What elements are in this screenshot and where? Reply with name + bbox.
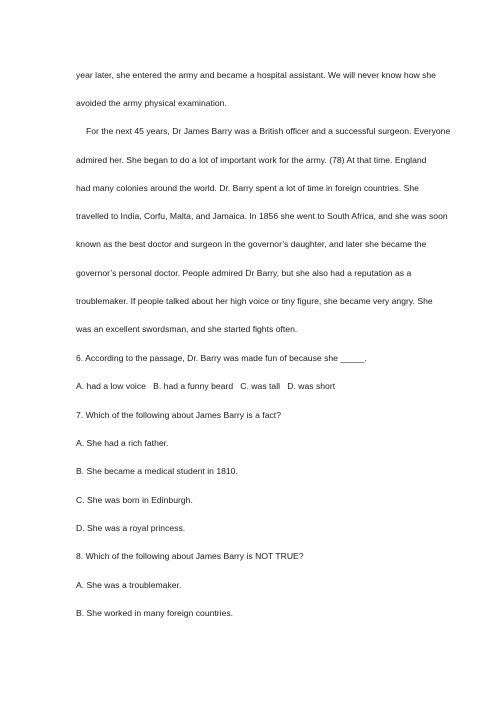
question-8-option-a: A. She was a troublemaker.: [76, 580, 182, 590]
question-7-option-b: B. She became a medical student in 1810.: [76, 466, 238, 476]
question-6-stem: 6. According to the passage, Dr. Barry was made fun of because she _____.: [76, 353, 367, 363]
question-7-option-a: A. She had a rich father.: [76, 438, 169, 448]
question-8-option-b: B. She worked in many foreign countries.: [76, 608, 234, 618]
passage-line-10: was an excellent swordsman, and she started fights often.: [76, 324, 298, 334]
passage-line-6: travelled to India, Corfu, Malta, and Jamaica. In 1856 she went to South Africa, and she was soon: [76, 211, 448, 221]
passage-line-5: had many colonies around the world. Dr. Barry spent a lot of time in foreign countries. She: [76, 183, 419, 193]
passage-line-3: For the next 45 years, Dr James Barry was a British officer and a successful surgeon. Everyone: [86, 126, 451, 136]
passage-line-2: avoided the army physical examination.: [76, 98, 227, 108]
passage-line-1: year later, she entered the army and became a hospital assistant. We will never know how she: [76, 70, 436, 80]
passage-line-4: admired her. She began to do a lot of important work for the army. (78) At that time. England: [76, 155, 427, 165]
passage-line-9: troublemaker. If people talked about her high voice or tiny figure, she became very angry. She: [76, 296, 433, 306]
question-7-option-d: D. She was a royal princess.: [76, 523, 186, 533]
question-6-options: A. had a low voice B. had a funny beard C. was tall D. was short: [76, 381, 336, 391]
question-7-option-c: C. She was born in Edinburgh.: [76, 495, 193, 505]
question-8-stem: 8. Which of the following about James Barry is NOT TRUE?: [76, 551, 304, 561]
question-7-stem: 7. Which of the following about James Barry is a fact?: [76, 410, 281, 420]
passage-line-7: known as the best doctor and surgeon in the governor’s daughter, and later she became the: [76, 239, 427, 249]
passage-line-8: governor’s personal doctor. People admired Dr Barry, but she also had a reputation as a: [76, 268, 412, 278]
